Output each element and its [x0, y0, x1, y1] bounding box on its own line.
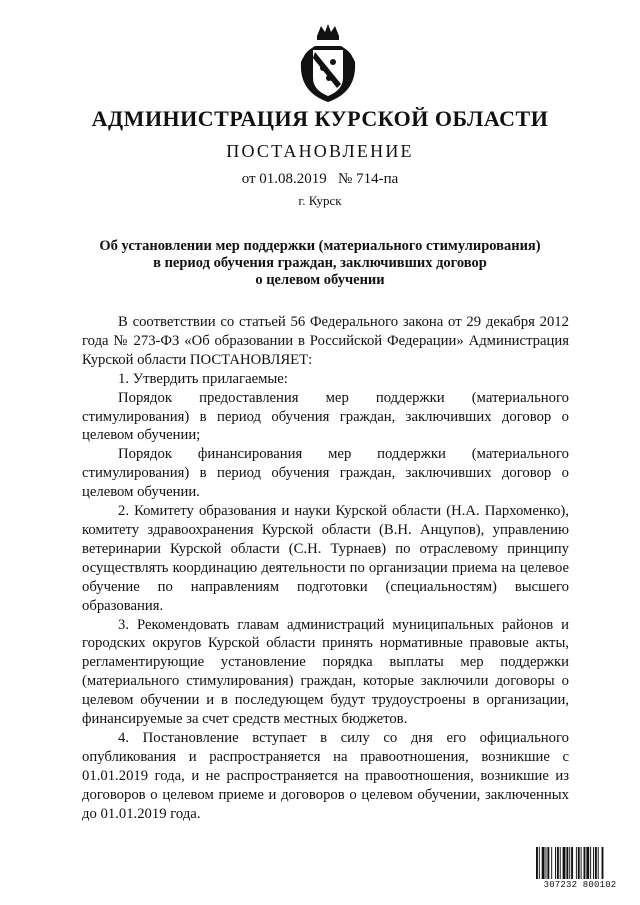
document-date-number: от 01.08.2019 № 714-па	[241, 171, 399, 187]
barcode-number: 307232 800102	[543, 880, 617, 890]
body-paragraph: Порядок предоставления мер поддержки (материального стимулирования) в период обучения граждан, заключивших договор о целевом обучении;	[82, 389, 569, 444]
title-line: о целевом обучении	[255, 272, 385, 288]
coat-of-arms-icon	[295, 22, 361, 104]
body-paragraph: 3. Рекомендовать главам администраций муниципальных районов и городских округов Курской области принять нормативные правовые акты, регламентирующие установление порядка выплаты мер поддержки (материального стимулирования) граждан, которые заключили договоры о целевом обучении и в последующем будут трудоустроены в организации, финансируемые за счет средств местных бюджетов.	[82, 616, 569, 728]
document-body	[82, 313, 569, 823]
body-paragraph: 2. Комитету образования и науки Курской области (Н.А. Пархоменко), комитету здравоохранения Курской области (В.Н. Анцупов), управлению ветеринарии Курской области (С.Н. Турнаев) по отраслевому принципу осуществлять координацию деятельности по организации приема на целевое обучение по направлениям подготовки (специальностям) высшего образования.	[82, 503, 569, 614]
body-paragraph: 1. Утвердить прилагаемые:	[118, 370, 288, 387]
document-type: ПОСТАНОВЛЕНИЕ	[226, 141, 414, 161]
body-paragraph: 4. Постановление вступает в силу со дня его официального опубликования и распространяется на правоотношения, возникшие с 01.01.2019 года, и не распространяется на правоотношения, возникшие из договоров о целевом приеме и договоров о целевом обучении, заключенных до 01.01.2019 года.	[82, 729, 569, 822]
title-line: в период обучения граждан, заключивших договор	[153, 255, 487, 271]
barcode	[536, 847, 624, 893]
barcode-icon	[536, 847, 624, 879]
document-title	[60, 238, 580, 289]
body-paragraph: Порядок финансирования мер поддержки (материального стимулирования) в период обучения граждан, заключивших договор о целевом обучении.	[82, 446, 569, 501]
title-line: Об установлении мер поддержки (материального стимулирования)	[99, 238, 541, 254]
organization-name: АДМИНИСТРАЦИЯ КУРСКОЙ ОБЛАСТИ	[91, 106, 549, 131]
body-paragraph: В соответствии со статьей 56 Федерального закона от 29 декабря 2012 года № 273-ФЗ «Об образовании в Российской Федерации» Администрация Курской области ПОСТАНОВЛЯЕТ:	[82, 314, 569, 368]
document-city: г. Курск	[298, 193, 342, 208]
